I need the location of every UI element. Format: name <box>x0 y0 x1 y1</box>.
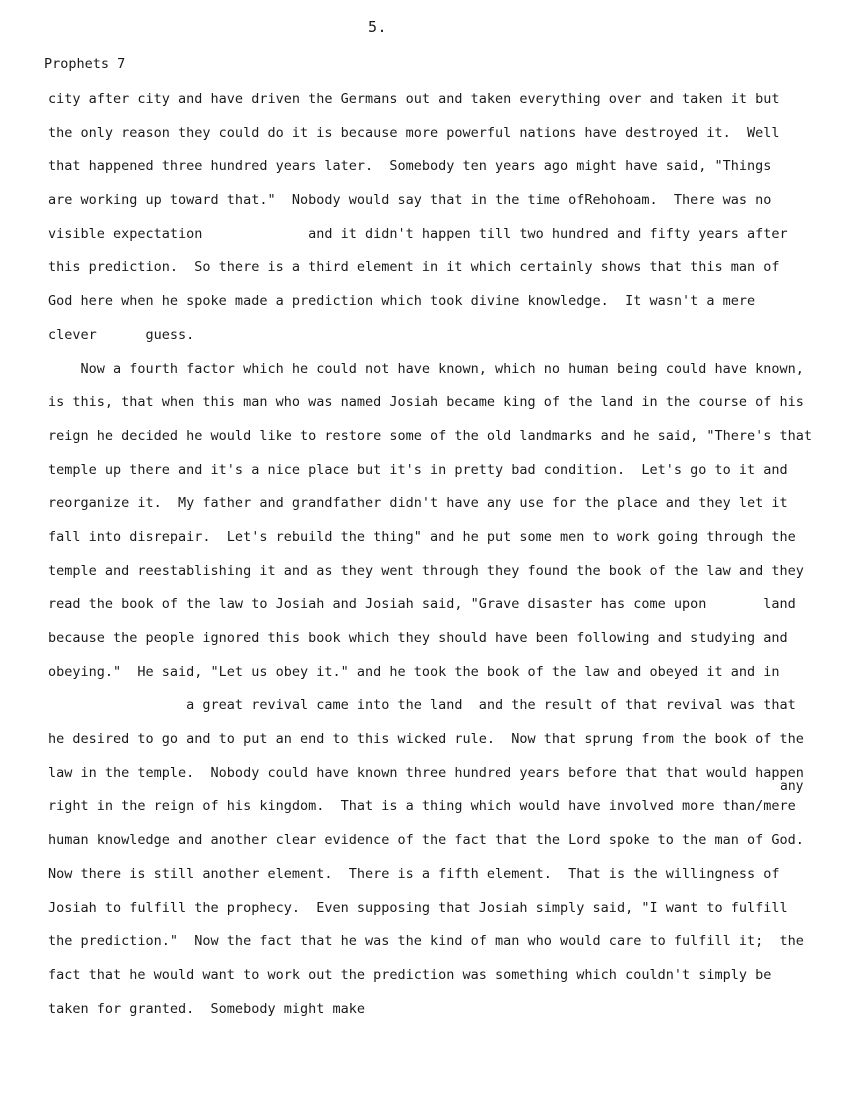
text-line: a great revival came into the land and the result of that revival was that <box>48 697 796 714</box>
text-line: visible expectation and it didn't happen till two hundred and fifty years after <box>48 225 788 242</box>
text-line: Now there is still another element. There is a fifth element. That is the willingness of <box>48 865 780 882</box>
text-line: fall into disrepair. Let's rebuild the thing" and he put some men to work going through the <box>48 528 796 545</box>
text-line: the prediction." Now the fact that he was the kind of man who would care to fulfill it; the <box>48 933 804 950</box>
text-line: he desired to go and to put an end to this wicked rule. Now that sprung from the book of the <box>48 731 804 748</box>
page-number: 5. <box>368 18 388 36</box>
text-line: Josiah to fulfill the prophecy. Even supposing that Josiah simply said, "I want to fulfill <box>48 899 788 916</box>
text-line: this prediction. So there is a third element in it which certainly shows that this man of <box>48 259 780 276</box>
text-line: temple and reestablishing it and as they went through they found the book of the law and they <box>48 562 804 579</box>
text-line: are working up toward that." Nobody would say that in the time ofRehohoam. There was no <box>48 192 772 209</box>
text-line: obeying." He said, "Let us obey it." and he took the book of the law and obeyed it and in <box>48 663 780 680</box>
text-line: city after city and have driven the Germans out and taken everything over and taken it but <box>48 91 780 107</box>
text-line: taken for granted. Somebody might make <box>48 1000 365 1017</box>
text-line: the only reason they could do it is because more powerful nations have destroyed it. Well <box>48 124 780 141</box>
text-line: reorganize it. My father and grandfather didn't have any use for the place and they let it <box>48 495 788 512</box>
text-line: temple up there and it's a nice place but it's in pretty bad condition. Let's go to it and <box>48 461 788 478</box>
body-text <box>48 88 843 1031</box>
text-line: reign he decided he would like to restore some of the old landmarks and he said, "There's that <box>48 427 813 444</box>
text-line: that happened three hundred years later. Somebody ten years ago might have said, "Things <box>48 158 772 175</box>
text-line: read the book of the law to Josiah and Josiah said, "Grave disaster has come upon land <box>48 596 796 613</box>
text-line: clever guess. <box>48 326 195 343</box>
text-line: because the people ignored this book which they should have been following and studying and <box>48 630 788 646</box>
text-line: law in the temple. Nobody could have known three hundred years before that that would happen <box>48 764 804 781</box>
text-line: is this, that when this man who was named Josiah became king of the land in the course of his <box>48 394 804 411</box>
text-line: Now a fourth factor which he could not have known, which no human being could have known, <box>48 360 804 377</box>
interlinear-insertion: any <box>780 779 804 794</box>
text-line: human knowledge and another clear evidence of the fact that the Lord spoke to the man of God. <box>48 832 804 849</box>
text-line: God here when he spoke made a prediction which took divine knowledge. It wasn't a mere <box>48 293 756 310</box>
page-header: Prophets 7 <box>44 56 126 72</box>
text-line: fact that he would want to work out the prediction was something which couldn't simply be <box>48 966 772 983</box>
text-line: right in the reign of his kingdom. That is a thing which would have involved more than/mere <box>48 798 796 815</box>
